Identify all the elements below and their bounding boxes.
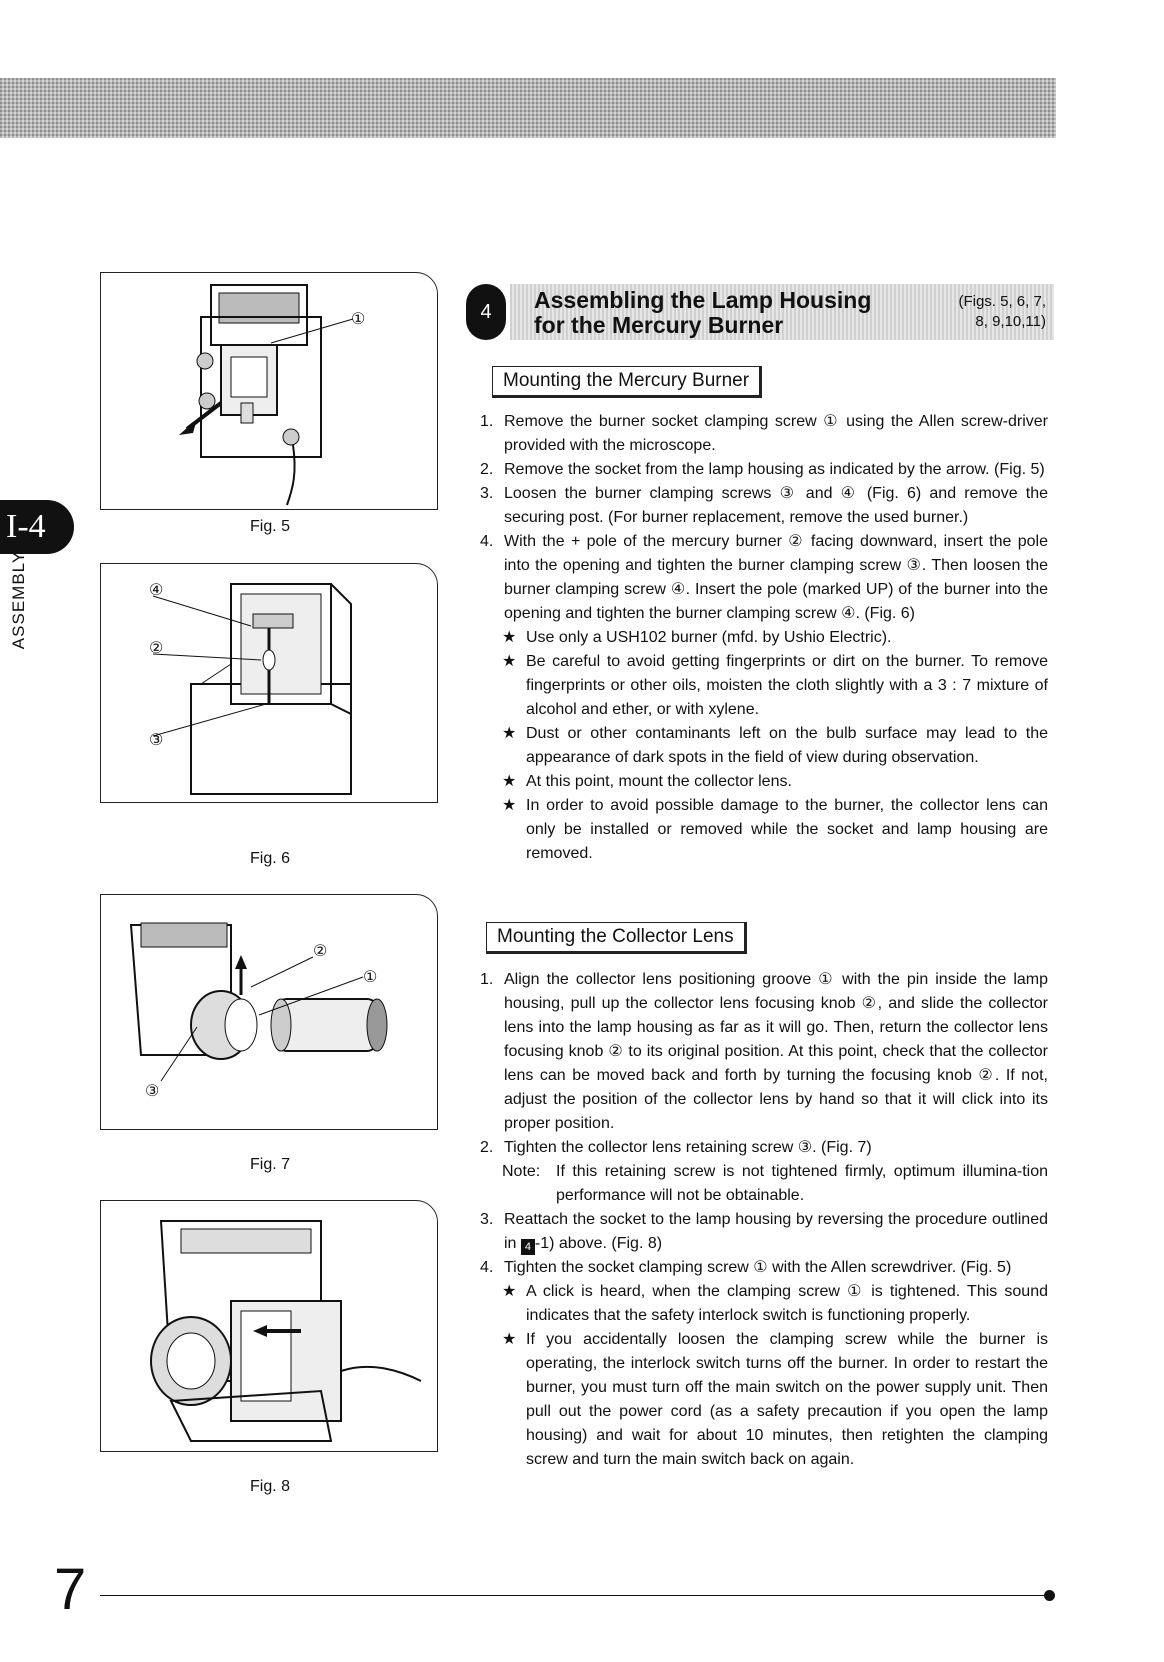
section-title: Assembling the Lamp Housing for the Mercury Burner — [534, 287, 872, 338]
caution-note: ★ Be careful to avoid getting fingerprints or dirt on the burner. To remove fingerprints or other oils, moisten the cloth slightly with a 3 : 7 mixture of alcohol and ether, or with xylene. — [502, 653, 1048, 718]
callout-1: ① — [363, 969, 378, 986]
figure-6-caption: Fig. 6 — [249, 850, 290, 867]
list-item: 2. Remove the socket from the lamp housing as indicated by the arrow. (Fig. 5) — [480, 461, 1045, 478]
callout-2: ② — [313, 943, 328, 960]
section-figure-refs: (Figs. 5, 6, 7, 8, 9,10,11) — [958, 293, 1046, 330]
footer-dot — [1044, 1590, 1055, 1601]
section-number-badge: 4 — [466, 284, 506, 340]
caution-note: ★ Use only a USH102 burner (mfd. by Ushio Electric). — [502, 629, 892, 646]
section-tab: I-4 — [0, 500, 74, 554]
figure-8-caption: Fig. 8 — [249, 1478, 290, 1495]
mercury-burner-steps — [476, 410, 1048, 866]
list-item: 2. Tighten the collector lens retaining screw ③. (Fig. 7) — [480, 1139, 872, 1156]
list-item: 3. Loosen the burner clamping screws ③ and ④ (Fig. 6) and remove the securing post. (For burner replacement, remove the used burner.) — [480, 485, 1048, 526]
list-item: 4. Tighten the socket clamping screw ① with the Allen screwdriver. (Fig. 5) — [480, 1259, 1012, 1276]
collector-lens-steps — [476, 968, 1048, 1472]
lamp-housing-socket-illustration — [101, 273, 437, 509]
figure-5 — [100, 272, 438, 510]
section-side-label: ASSEMBLY — [9, 550, 28, 650]
caution-note: ★ A click is heard, when the clamping screw ① is tightened. This sound indicates that the safety interlock switch is functioning properly. — [502, 1283, 1048, 1324]
top-header-band — [0, 78, 1056, 138]
note: Note: If this retaining screw is not tightened firmly, optimum illumina-tion performance will not be obtainable. — [502, 1163, 1048, 1204]
footer-rule — [100, 1595, 1050, 1596]
callout-1: ① — [351, 311, 366, 328]
subsection-title-mercury-burner: Mounting the Mercury Burner — [492, 366, 762, 398]
figure-5-caption: Fig. 5 — [249, 518, 290, 535]
caution-note: ★ Dust or other contaminants left on the bulb surface may lead to the appearance of dark spots in the field of view during observation. — [502, 725, 1048, 766]
callout-3: ③ — [145, 1083, 160, 1100]
callout-4: ④ — [149, 582, 164, 599]
step-reference-badge: 4 — [521, 1239, 535, 1255]
list-item: 4. With the + pole of the mercury burner ② facing downward, insert the pole into the opening and tighten the burner clamping screw ③. Then loosen the burner clamping screw ④. Insert the pole (marked UP) of the burner into the opening and tighten the burner clamping screw ④. (Fig. 6) — [480, 533, 1048, 622]
page-number: 7 — [54, 1557, 87, 1622]
callout-3: ③ — [149, 732, 164, 749]
caution-note: ★ In order to avoid possible damage to the burner, the collector lens can only be installed or removed while the socket and lamp housing are removed. — [502, 797, 1048, 862]
section-header — [466, 284, 1054, 340]
list-item: 3. Reattach the socket to the lamp housing by reversing the procedure outlined in 4 -1) above. (Fig. 8) — [480, 1211, 1048, 1253]
figure-7-caption: Fig. 7 — [249, 1156, 290, 1173]
caution-note: ★ At this point, mount the collector lens. — [502, 773, 792, 790]
figure-8 — [100, 1200, 438, 1452]
socket-reattach-illustration — [101, 1201, 437, 1451]
list-item: 1. Remove the burner socket clamping screw ① using the Allen screw-driver provided with the microscope. — [480, 413, 1048, 454]
caution-note: ★ If you accidentally loosen the clamping screw while the burner is operating, the interlock switch turns off the burner. In order to restart the burner, you must turn off the main switch on the power supply unit. Then pull out the power cord (as a safety precaution if you open the lamp housing) and wait for about 10 minutes, then retighten the clamping screw and turn the main switch back on again. — [502, 1331, 1048, 1468]
list-item: 1. Align the collector lens positioning groove ① with the pin inside the lamp housing, pull up the collector lens focusing knob ②, and slide the collector lens into the lamp housing as far as it will go. Then, return the collector lens focusing knob ② to its original position. At this point, check that the collector lens can be moved back and forth by turning the focusing knob ②. If not, adjust the position of the collector lens by hand so that it will click into its proper position. — [480, 971, 1048, 1132]
figure-6 — [100, 563, 438, 803]
subsection-title-collector-lens: Mounting the Collector Lens — [486, 922, 747, 954]
figure-7 — [100, 894, 438, 1130]
callout-2: ② — [149, 640, 164, 657]
